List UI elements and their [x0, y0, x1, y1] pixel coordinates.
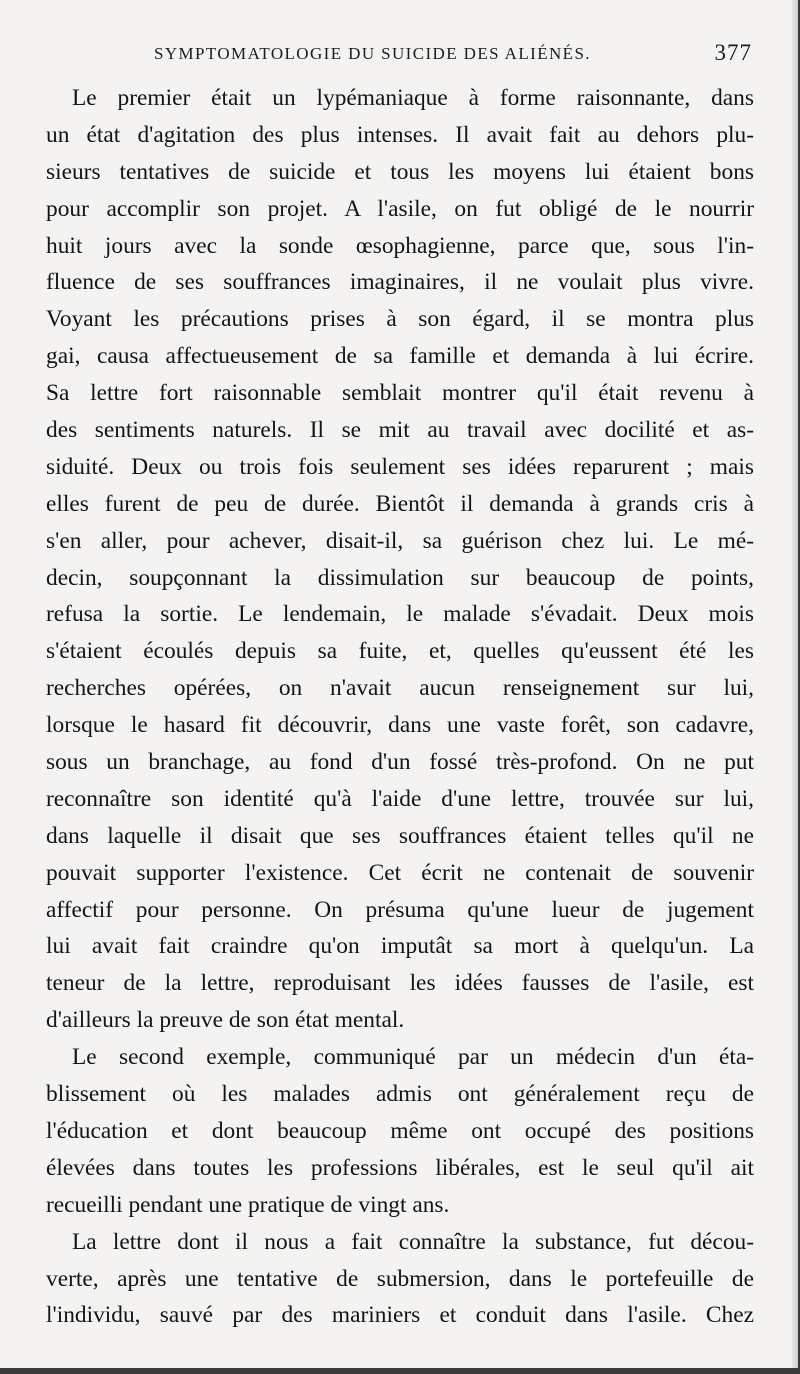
text-line: des sentiments naturels. Il se mit au travail avec docilité et as-: [46, 417, 754, 444]
text-line: affectif pour personne. On présuma qu'une lueur de jugement: [46, 896, 754, 923]
text-line: pouvait supporter l'existence. Cet écrit ne contenait de souvenir: [46, 859, 754, 886]
text-line: Le premier était un lypémaniaque à forme raisonnante, dans: [72, 85, 754, 111]
text-line: élevées dans toutes les professions libérales, est le seul qu'il ait: [46, 1154, 754, 1181]
text-line: verte, après une tentative de submersion, dans le portefeuille de: [46, 1265, 754, 1292]
text-line: teneur de la lettre, reproduisant les idées fausses de l'asile, est: [46, 970, 754, 997]
text-line: l'éducation et dont beaucoup même ont occupé des positions: [46, 1117, 754, 1144]
text-line: pour accomplir son projet. A l'asile, on fut obligé de le nourrir: [46, 195, 754, 222]
text-line: d'ailleurs la preuve de son état mental.: [46, 1007, 405, 1034]
text-line: Sa lettre fort raisonnable semblait montrer qu'il était revenu à: [46, 380, 754, 407]
text-line: l'individu, sauvé par des mariniers et conduit dans l'asile. Chez: [46, 1302, 754, 1329]
text-line: elles furent de peu de durée. Bientôt il demanda à grands cris à: [46, 490, 754, 517]
text-line: blissement où les malades admis ont généralement reçu de: [46, 1081, 754, 1108]
text-line: lui avait fait craindre qu'on imputât sa mort à quelqu'un. La: [46, 933, 754, 960]
text-line: fluence de ses souffrances imaginaires, il ne voulait plus vivre.: [46, 269, 754, 296]
text-line: lorsque le hasard fit découvrir, dans une vaste forêt, son cadavre,: [46, 712, 754, 739]
running-title: SYMPTOMATOLOGIE DU SUICIDE DES ALIÉNÉS.: [154, 44, 591, 63]
text-line: recherches opérées, on n'avait aucun renseignement sur lui,: [46, 675, 754, 702]
text-line: reconnaître son identité qu'à l'aide d'une lettre, trouvée sur lui,: [46, 785, 754, 812]
text-line: sieurs tentatives de suicide et tous les moyens lui étaient bons: [46, 158, 754, 185]
text-line: s'étaient écoulés depuis sa fuite, et, quelles qu'eussent été les: [46, 638, 754, 665]
text-line: siduité. Deux ou trois fois seulement ses idées reparurent ; mais: [46, 453, 754, 480]
text-line: un état d'agitation des plus intenses. Il avait fait au dehors plu-: [46, 121, 754, 148]
text-line: decin, soupçonnant la dissimulation sur beaucoup de points,: [46, 564, 754, 591]
text-line: dans laquelle il disait que ses souffrances étaient telles qu'il ne: [46, 822, 754, 849]
text-line: gai, causa affectueusement de sa famille et demanda à lui écrire.: [46, 343, 754, 370]
page-header: [46, 40, 752, 72]
text-line: huit jours avec la sonde œsophagienne, parce que, sous l'in-: [46, 232, 754, 259]
text-line: sous un branchage, au fond d'un fossé très-profond. On ne put: [46, 749, 754, 776]
text-line: refusa la sortie. Le lendemain, le malade s'évadait. Deux mois: [46, 601, 754, 628]
page-number: 377: [714, 40, 752, 65]
text-line: recueilli pendant une pratique de vingt ans.: [46, 1191, 450, 1218]
text-line: Voyant les précautions prises à son égard, il se montra plus: [46, 306, 754, 333]
text-line: s'en aller, pour achever, disait-il, sa guérison chez lui. Le mé-: [46, 527, 754, 554]
body-text: [46, 80, 754, 1334]
text-line: Le second exemple, communiqué par un médecin d'un éta-: [72, 1044, 754, 1071]
text-line: La lettre dont il nous a fait connaître la substance, fut décou-: [72, 1228, 754, 1255]
